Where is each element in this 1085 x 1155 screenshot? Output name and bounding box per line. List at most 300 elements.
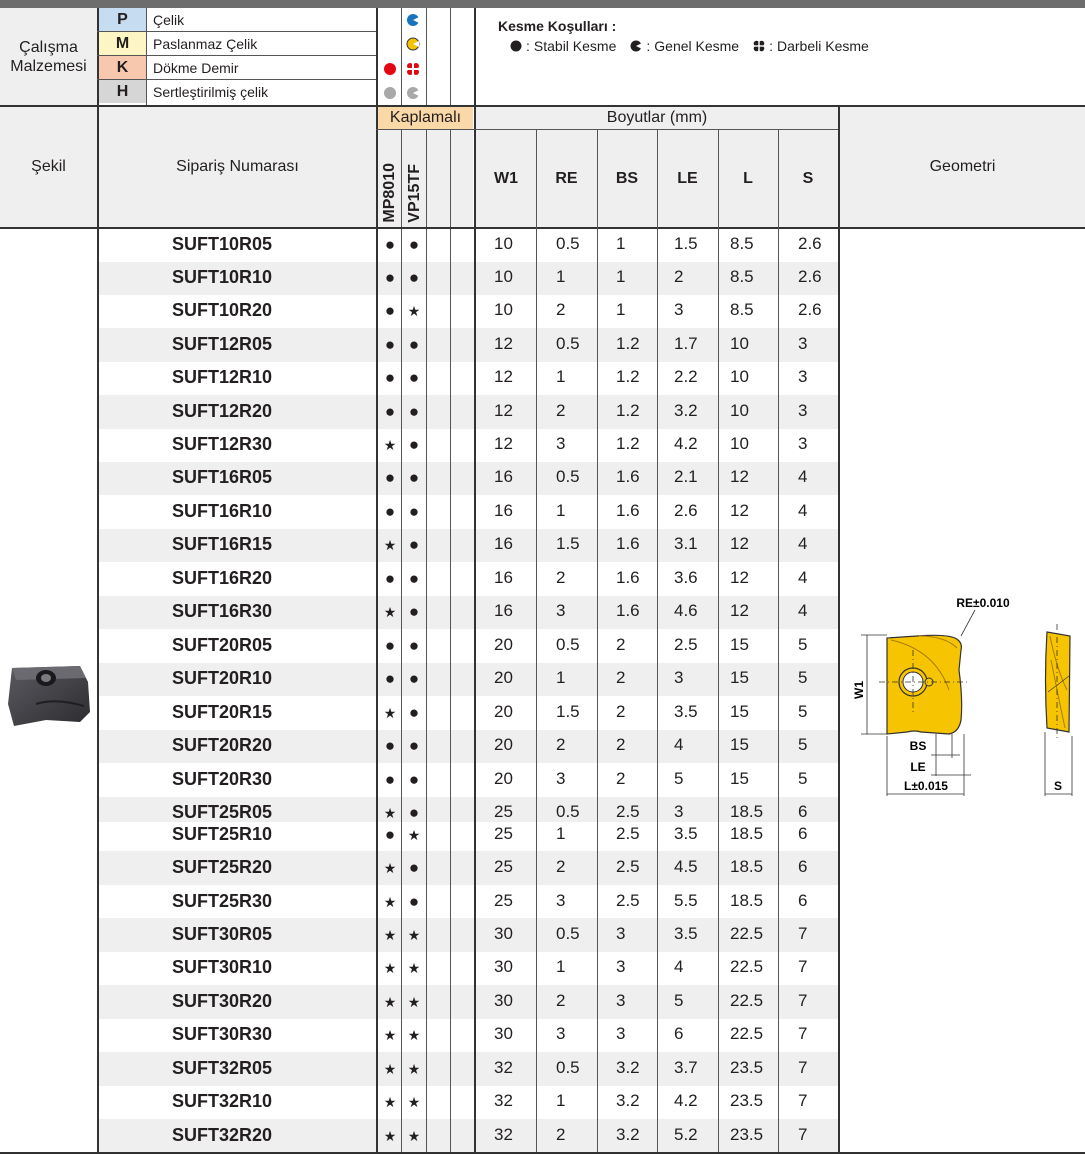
- cell-bs: 2.5: [616, 802, 640, 821]
- order-code: SUFT25R05: [172, 802, 273, 822]
- cell-re: 1: [556, 957, 566, 976]
- cell-w1: 30: [494, 957, 513, 976]
- cell-le: 1.7: [674, 334, 698, 353]
- star-icon: ★: [383, 1094, 397, 1110]
- star-icon: ★: [407, 303, 421, 319]
- material-name-p: Çelik: [153, 11, 185, 28]
- cell-l: 22.5: [730, 924, 764, 943]
- cell-s: 5: [798, 702, 808, 721]
- order-code: SUFT25R20: [172, 857, 273, 877]
- cell-bs: 1.6: [616, 568, 640, 587]
- star-icon: ★: [407, 1027, 421, 1043]
- cell-s: 7: [798, 991, 808, 1010]
- cell-re: 1: [556, 824, 566, 843]
- cell-s: 5: [798, 668, 808, 687]
- star-icon: ★: [383, 537, 397, 553]
- grid-line: [97, 79, 376, 80]
- stock-dot-icon: ●: [408, 468, 420, 487]
- cell-bs: 2.5: [616, 891, 640, 910]
- cell-s: 4: [798, 601, 808, 620]
- order-code: SUFT12R30: [172, 434, 273, 454]
- cell-le: 4: [674, 735, 684, 754]
- order-code: SUFT30R10: [172, 957, 273, 977]
- cell-bs: 3.2: [616, 1091, 640, 1110]
- cell-re: 2: [556, 735, 566, 754]
- order-code: SUFT32R10: [172, 1091, 273, 1111]
- cell-s: 7: [798, 957, 808, 976]
- general-cutting-icon: [630, 40, 642, 52]
- cell-bs: 2: [616, 668, 626, 687]
- cell-re: 0.5: [556, 1058, 580, 1077]
- stock-dot-icon: ●: [408, 535, 420, 554]
- cell-w1: 20: [494, 635, 513, 654]
- cell-le: 3.6: [674, 568, 698, 587]
- stock-dot-icon: ●: [384, 825, 396, 844]
- star-icon: ★: [383, 1128, 397, 1144]
- cell-bs: 3.2: [616, 1125, 640, 1144]
- cell-l: 18.5: [730, 857, 764, 876]
- cell-w1: 12: [494, 434, 513, 453]
- cell-w1: 12: [494, 367, 513, 386]
- order-code: SUFT30R30: [172, 1024, 273, 1044]
- cell-re: 2: [556, 1125, 566, 1144]
- cell-w1: 32: [494, 1058, 513, 1077]
- order-code: SUFT10R10: [172, 267, 273, 287]
- cell-le: 2: [674, 267, 684, 286]
- order-code: SUFT20R15: [172, 702, 273, 722]
- cell-s: 5: [798, 735, 808, 754]
- cell-s: 2.6: [798, 267, 822, 286]
- cell-s: 6: [798, 802, 808, 821]
- cell-s: 4: [798, 467, 808, 486]
- stock-dot-icon: ●: [384, 669, 396, 688]
- dimensions-header: Boyutlar (mm): [476, 107, 838, 129]
- cell-s: 3: [798, 401, 808, 420]
- star-icon: ★: [383, 1061, 397, 1077]
- grid-line: [657, 130, 658, 1152]
- cell-l: 23.5: [730, 1058, 764, 1077]
- cell-s: 7: [798, 924, 808, 943]
- legend-label-stable: Stabil Kesme: [533, 38, 617, 54]
- star-icon: ★: [407, 994, 421, 1010]
- stock-dot-icon: ●: [384, 301, 396, 320]
- stock-dot-icon: ●: [384, 402, 396, 421]
- cell-le: 4.2: [674, 1091, 698, 1110]
- cell-w1: 16: [494, 501, 513, 520]
- stock-dot-icon: ●: [384, 235, 396, 254]
- cell-le: 2.1: [674, 467, 698, 486]
- cell-le: 3: [674, 668, 684, 687]
- cell-w1: 25: [494, 857, 513, 876]
- cell-bs: 2: [616, 769, 626, 788]
- cell-bs: 1.2: [616, 434, 640, 453]
- cell-re: 1: [556, 267, 566, 286]
- cell-l: 23.5: [730, 1091, 764, 1110]
- stock-dot-icon: ●: [408, 770, 420, 789]
- grade-label-vp15tf: VP15TF: [406, 164, 423, 223]
- stock-dot-icon: ●: [408, 268, 420, 287]
- grid-line: [0, 105, 1085, 107]
- cell-l: 12: [730, 501, 749, 520]
- cell-re: 3: [556, 601, 566, 620]
- stock-dot-icon: ●: [384, 736, 396, 755]
- order-code: SUFT20R05: [172, 635, 273, 655]
- grid-line: [426, 130, 427, 1152]
- stock-dot-icon: ●: [408, 335, 420, 354]
- cell-w1: 20: [494, 668, 513, 687]
- stock-dot-icon: ●: [408, 703, 420, 722]
- cell-le: 4.2: [674, 434, 698, 453]
- grid-line: [426, 8, 427, 105]
- cell-bs: 2: [616, 735, 626, 754]
- re-label: RE±0.010: [956, 596, 1010, 610]
- order-code: SUFT16R05: [172, 467, 273, 487]
- order-code: SUFT30R05: [172, 924, 273, 944]
- material-code-h: H: [99, 80, 146, 103]
- material-name-k: Dökme Demir: [153, 59, 239, 76]
- order-code: SUFT20R20: [172, 735, 273, 755]
- order-code: SUFT12R20: [172, 401, 273, 421]
- cell-bs: 1.6: [616, 534, 640, 553]
- column-header-bs: BS: [597, 130, 657, 227]
- order-code: SUFT16R30: [172, 601, 273, 621]
- cell-s: 3: [798, 367, 808, 386]
- cell-le: 4: [674, 957, 684, 976]
- cell-s: 6: [798, 891, 808, 910]
- cell-l: 15: [730, 702, 749, 721]
- order-code: SUFT20R10: [172, 668, 273, 688]
- stock-dot-icon: ●: [384, 368, 396, 387]
- cell-w1: 32: [494, 1091, 513, 1110]
- cell-w1: 12: [494, 401, 513, 420]
- cell-re: 1: [556, 1091, 566, 1110]
- cell-bs: 1.2: [616, 334, 640, 353]
- cell-s: 3: [798, 434, 808, 453]
- cell-l: 15: [730, 735, 749, 754]
- cell-bs: 1: [616, 300, 626, 319]
- cell-l: 8.5: [730, 300, 754, 319]
- stock-dot-icon: ●: [408, 402, 420, 421]
- cell-l: 18.5: [730, 891, 764, 910]
- star-icon: ★: [383, 437, 397, 453]
- star-icon: ★: [407, 1128, 421, 1144]
- interrupted-cutting-icon-k: [406, 62, 420, 76]
- cell-l: 22.5: [730, 1024, 764, 1043]
- stable-cutting-icon-k: [383, 62, 397, 76]
- grid-line: [0, 227, 1085, 229]
- cell-w1: 16: [494, 601, 513, 620]
- order-code: SUFT16R15: [172, 534, 273, 554]
- grid-line: [778, 130, 779, 1152]
- cell-le: 3: [674, 300, 684, 319]
- cell-w1: 25: [494, 824, 513, 843]
- cell-re: 3: [556, 1024, 566, 1043]
- bs-label: BS: [909, 739, 927, 753]
- star-icon: ★: [407, 1061, 421, 1077]
- general-cutting-icon-p: [406, 13, 420, 27]
- cell-w1: 20: [494, 702, 513, 721]
- legend-item-stable: : Stabil Kesme: [510, 38, 616, 54]
- star-icon: ★: [407, 960, 421, 976]
- grade-header-vp15tf: [403, 130, 427, 227]
- star-icon: ★: [383, 927, 397, 943]
- cell-w1: 20: [494, 769, 513, 788]
- cell-s: 5: [798, 769, 808, 788]
- grid-line: [401, 8, 402, 105]
- grid-line: [536, 130, 537, 1152]
- stock-dot-icon: ●: [408, 858, 420, 877]
- grid-line: [474, 8, 476, 1152]
- l-label: L±0.015: [904, 779, 948, 793]
- cell-l: 12: [730, 568, 749, 587]
- cell-l: 22.5: [730, 957, 764, 976]
- stock-dot-icon: ●: [408, 892, 420, 911]
- star-icon: ★: [383, 604, 397, 620]
- stock-dot-icon: ●: [408, 669, 420, 688]
- general-cutting-icon-m: [406, 37, 420, 51]
- order-code: SUFT10R20: [172, 300, 273, 320]
- cell-bs: 1.6: [616, 501, 640, 520]
- cell-bs: 1.6: [616, 467, 640, 486]
- cell-le: 5: [674, 769, 684, 788]
- cell-re: 0.5: [556, 802, 580, 821]
- stock-dot-icon: ●: [384, 569, 396, 588]
- legend-label-general: Genel Kesme: [654, 38, 740, 54]
- stock-dot-icon: ●: [408, 736, 420, 755]
- cell-le: 3.5: [674, 824, 698, 843]
- stock-dot-icon: ●: [408, 435, 420, 454]
- cell-w1: 16: [494, 568, 513, 587]
- grade-header-mp8010: [378, 130, 402, 227]
- cell-bs: 3: [616, 957, 626, 976]
- stock-dot-icon: ●: [384, 636, 396, 655]
- column-header-l: L: [718, 130, 778, 227]
- cell-re: 0.5: [556, 334, 580, 353]
- cell-bs: 1.2: [616, 401, 640, 420]
- cell-l: 12: [730, 601, 749, 620]
- stock-dot-icon: ●: [408, 636, 420, 655]
- cell-re: 3: [556, 769, 566, 788]
- cell-l: 10: [730, 367, 749, 386]
- top-border: [0, 0, 1085, 8]
- cell-bs: 1.2: [616, 367, 640, 386]
- grid-line: [376, 8, 378, 1152]
- cell-s: 4: [798, 568, 808, 587]
- cell-l: 8.5: [730, 234, 754, 253]
- cell-re: 2: [556, 300, 566, 319]
- grid-line: [97, 55, 376, 56]
- material-label-text: Çalışma Malzemesi: [10, 38, 87, 75]
- stock-dot-icon: ●: [408, 502, 420, 521]
- star-icon: ★: [383, 960, 397, 976]
- grid-line: [401, 130, 402, 1152]
- grid-line: [146, 8, 147, 105]
- cell-l: 10: [730, 334, 749, 353]
- legend-title: Kesme Koşulları :: [498, 18, 617, 34]
- legend-item-general: : Genel Kesme: [630, 38, 739, 54]
- cell-w1: 30: [494, 924, 513, 943]
- cell-re: 1.5: [556, 702, 580, 721]
- material-code-m: M: [99, 32, 146, 55]
- legend-item-interrupted: : Darbeli Kesme: [753, 38, 869, 54]
- cell-l: 18.5: [730, 824, 764, 843]
- order-code: SUFT32R20: [172, 1125, 273, 1145]
- cell-s: 7: [798, 1125, 808, 1144]
- cell-s: 4: [798, 501, 808, 520]
- stock-dot-icon: ●: [384, 468, 396, 487]
- cell-le: 4.6: [674, 601, 698, 620]
- cell-w1: 10: [494, 234, 513, 253]
- cell-re: 2: [556, 401, 566, 420]
- material-name-h: Sertleştirilmiş çelik: [153, 83, 269, 100]
- cell-le: 5.5: [674, 891, 698, 910]
- stock-dot-icon: ●: [408, 235, 420, 254]
- order-code: SUFT16R20: [172, 568, 273, 588]
- cell-re: 0.5: [556, 635, 580, 654]
- cell-re: 2: [556, 568, 566, 587]
- geometry-drawing: [845, 590, 1085, 800]
- order-code: SUFT30R20: [172, 991, 273, 1011]
- cell-w1: 16: [494, 534, 513, 553]
- cell-s: 7: [798, 1024, 808, 1043]
- cell-bs: 3.2: [616, 1058, 640, 1077]
- cell-l: 12: [730, 467, 749, 486]
- cell-re: 1.5: [556, 534, 580, 553]
- cell-s: 5: [798, 635, 808, 654]
- le-label: LE: [910, 760, 926, 774]
- star-icon: ★: [383, 1027, 397, 1043]
- cell-l: 12: [730, 534, 749, 553]
- stock-dot-icon: ●: [384, 268, 396, 287]
- order-code: SUFT32R05: [172, 1058, 273, 1078]
- cell-le: 2.2: [674, 367, 698, 386]
- insert-photo: [6, 660, 92, 732]
- cell-bs: 2: [616, 702, 626, 721]
- grid-line: [97, 8, 99, 1152]
- cell-w1: 25: [494, 802, 513, 821]
- order-code: SUFT12R10: [172, 367, 273, 387]
- cell-le: 1.5: [674, 234, 698, 253]
- cell-re: 1: [556, 501, 566, 520]
- cell-w1: 12: [494, 334, 513, 353]
- order-code: SUFT16R10: [172, 501, 273, 521]
- star-icon: ★: [383, 894, 397, 910]
- material-code-k: K: [99, 56, 146, 79]
- cell-l: 15: [730, 769, 749, 788]
- cell-s: 2.6: [798, 300, 822, 319]
- cell-re: 0.5: [556, 924, 580, 943]
- stock-dot-icon: ●: [408, 602, 420, 621]
- cell-le: 4.5: [674, 857, 698, 876]
- star-icon: ★: [383, 860, 397, 876]
- cell-w1: 25: [494, 891, 513, 910]
- cell-s: 6: [798, 824, 808, 843]
- column-header-s: S: [778, 130, 838, 227]
- column-header-w1: W1: [476, 130, 536, 227]
- cell-l: 10: [730, 401, 749, 420]
- grid-line: [597, 130, 598, 1152]
- cell-bs: 3: [616, 991, 626, 1010]
- star-icon: ★: [383, 705, 397, 721]
- order-code: SUFT25R10: [172, 824, 273, 844]
- cell-bs: 1: [616, 267, 626, 286]
- stock-dot-icon: ●: [384, 770, 396, 789]
- material-code-p: P: [99, 8, 146, 31]
- stock-dot-icon: ●: [408, 368, 420, 387]
- cell-bs: 2.5: [616, 857, 640, 876]
- cell-l: 10: [730, 434, 749, 453]
- cell-re: 3: [556, 434, 566, 453]
- cell-le: 3.5: [674, 702, 698, 721]
- cell-re: 0.5: [556, 467, 580, 486]
- cell-l: 15: [730, 635, 749, 654]
- star-icon: ★: [407, 1094, 421, 1110]
- cell-s: 7: [798, 1058, 808, 1077]
- cell-l: 22.5: [730, 991, 764, 1010]
- cell-w1: 20: [494, 735, 513, 754]
- cell-re: 3: [556, 891, 566, 910]
- order-code: SUFT25R30: [172, 891, 273, 911]
- cell-l: 15: [730, 668, 749, 687]
- cell-s: 2.6: [798, 234, 822, 253]
- order-number-header: Sipariş Numarası: [99, 107, 376, 227]
- grid-line: [450, 130, 451, 1152]
- interrupted-cutting-icon: [753, 40, 765, 52]
- cell-w1: 32: [494, 1125, 513, 1144]
- cell-w1: 16: [494, 467, 513, 486]
- cell-w1: 30: [494, 1024, 513, 1043]
- star-icon: ★: [407, 927, 421, 943]
- material-name-m: Paslanmaz Çelik: [153, 35, 258, 52]
- cell-le: 3.2: [674, 401, 698, 420]
- cell-le: 3.7: [674, 1058, 698, 1077]
- order-code: SUFT12R05: [172, 334, 273, 354]
- cell-s: 7: [798, 1091, 808, 1110]
- general-cutting-icon-h: [406, 86, 420, 100]
- cell-le: 2.5: [674, 635, 698, 654]
- column-header-le: LE: [657, 130, 718, 227]
- cell-re: 1: [556, 367, 566, 386]
- stock-dot-icon: ●: [384, 502, 396, 521]
- star-icon: ★: [383, 805, 397, 821]
- grid-line: [97, 31, 376, 32]
- cell-bs: 3: [616, 924, 626, 943]
- cell-re: 1: [556, 668, 566, 687]
- cell-w1: 30: [494, 991, 513, 1010]
- stable-cutting-icon: [510, 40, 522, 52]
- legend-label-interrupted: Darbeli Kesme: [776, 38, 869, 54]
- cell-le: 3.5: [674, 924, 698, 943]
- column-header-re: RE: [536, 130, 597, 227]
- s-label: S: [1053, 779, 1063, 793]
- cell-s: 6: [798, 857, 808, 876]
- cell-le: 2.6: [674, 501, 698, 520]
- stock-dot-icon: ●: [408, 569, 420, 588]
- stock-dot-icon: ●: [384, 335, 396, 354]
- cell-re: 2: [556, 857, 566, 876]
- order-code: SUFT20R30: [172, 769, 273, 789]
- geometry-header: Geometri: [840, 107, 1085, 227]
- stock-dot-icon: ●: [408, 803, 420, 822]
- grid-line: [450, 8, 451, 105]
- cell-re: 2: [556, 991, 566, 1010]
- legend: [498, 18, 1058, 78]
- cell-le: 5: [674, 991, 684, 1010]
- order-code: SUFT10R05: [172, 234, 273, 254]
- material-label: [0, 8, 97, 105]
- cell-w1: 10: [494, 300, 513, 319]
- cell-l: 8.5: [730, 267, 754, 286]
